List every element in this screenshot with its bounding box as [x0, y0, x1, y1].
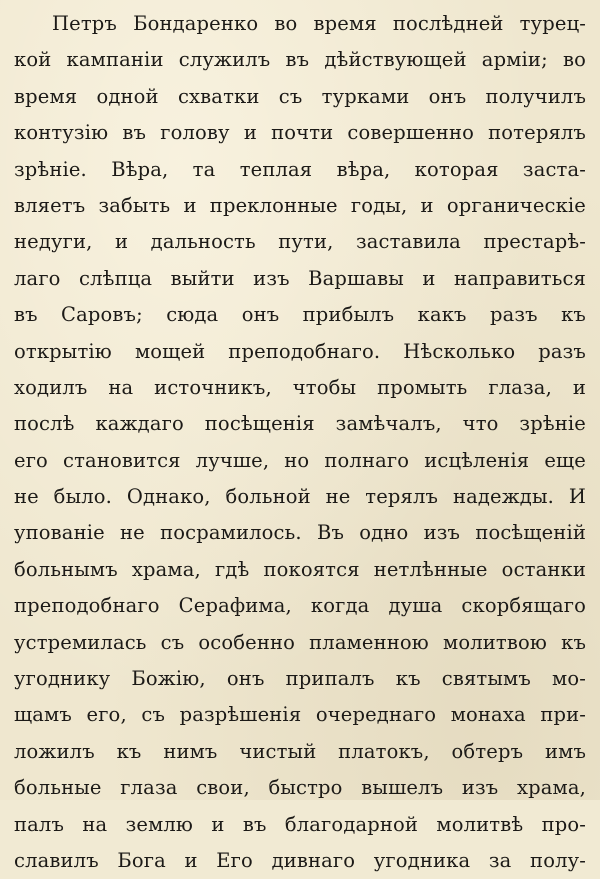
text-line: послѣ каждаго посѣщенія замѣчалъ, что зрѣніе — [14, 412, 586, 436]
text-line: его становится лучше, но полнаго исцѣленія еще — [14, 448, 586, 472]
text-line: зрѣніе. Вѣра, та теплая вѣра, которая заста- — [14, 157, 586, 181]
text-line: недуги, и дальность пути, заставила престарѣ- — [14, 230, 586, 254]
text-line: время одной схватки съ турками онъ получилъ — [14, 84, 586, 108]
text-line: вляетъ забыть и преклонные годы, и органическіе — [14, 193, 586, 217]
text-line: упованіе не посрамилось. Въ одно изъ посѣщеній — [14, 521, 586, 545]
text-line: щамъ его, съ разрѣшенія очереднаго монаха при- — [14, 703, 586, 727]
text-line: больные глаза свои, быстро вышелъ изъ храма, — [14, 776, 586, 800]
text-line: славилъ Бога и Его дивнаго угодника за полу- — [14, 848, 586, 872]
text-line: устремилась съ особенно пламенною молитвою къ — [14, 630, 586, 654]
text-line: ложилъ къ нимъ чистый платокъ, обтеръ имъ — [14, 739, 586, 763]
text-line: не было. Однако, больной не терялъ надежды. И — [14, 485, 586, 509]
paragraph — [14, 6, 586, 879]
text-line: въ Саровъ; сюда онъ прибылъ какъ разъ къ — [14, 303, 586, 327]
text-line: кой кампаніи служилъ въ дѣйствующей арміи; во — [14, 48, 586, 72]
text-line: Петръ Бондаренко во время послѣдней турец- — [52, 12, 586, 35]
text-line: угоднику Божію, онъ припалъ къ святымъ мо- — [14, 667, 586, 691]
text-line: палъ на землю и въ благодарной молитвѣ про- — [14, 812, 586, 836]
text-line: лаго слѣпца выйти изъ Варшавы и направиться — [14, 266, 586, 290]
text-line: открытію мощей преподобнаго. Нѣсколько разъ — [14, 339, 586, 363]
text-line: преподобнаго Серафима, когда душа скорбящаго — [14, 594, 586, 618]
text-line: больнымъ храма, гдѣ покоятся нетлѣнные останки — [14, 557, 586, 581]
text-line: ходилъ на источникъ, чтобы промыть глаза, и — [14, 375, 586, 399]
text-line: контузію въ голову и почти совершенно потерялъ — [14, 121, 586, 145]
